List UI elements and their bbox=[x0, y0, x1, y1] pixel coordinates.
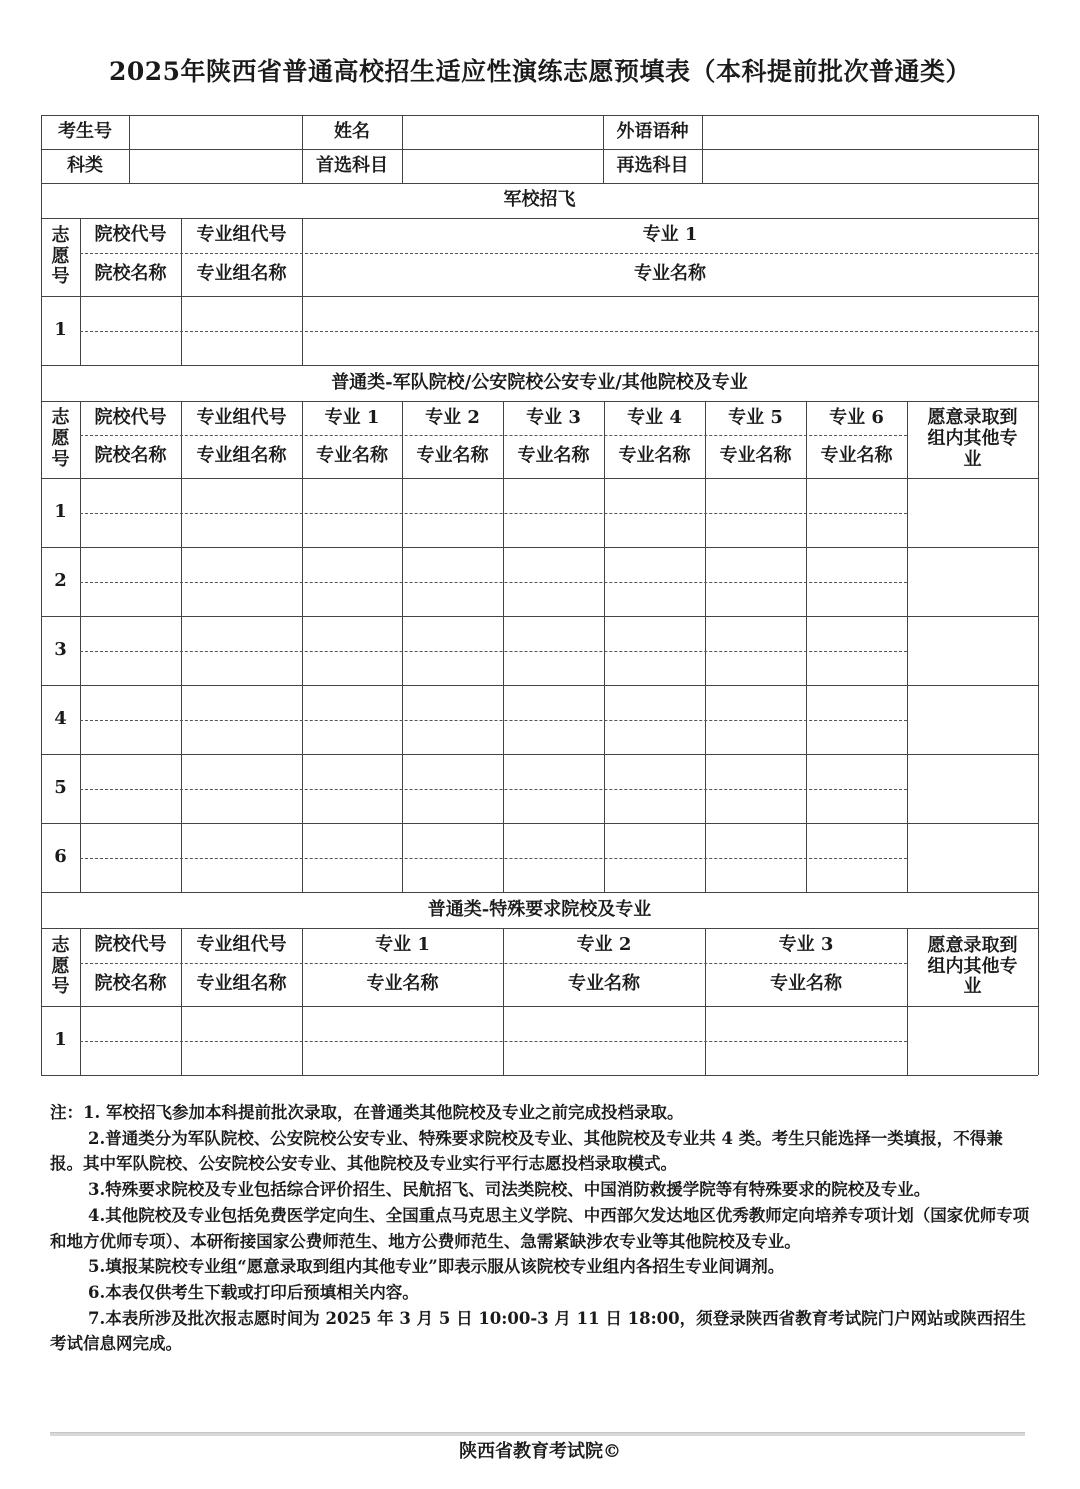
code-input[interactable] bbox=[183, 687, 300, 718]
name-input[interactable] bbox=[606, 515, 703, 545]
school-name-input[interactable] bbox=[82, 333, 179, 363]
code-input[interactable] bbox=[82, 825, 179, 856]
code-input[interactable] bbox=[606, 480, 703, 511]
code-input[interactable] bbox=[505, 756, 602, 787]
section-title-general: 普通类-军队院校/公安院校公安专业/其他院校及专业 bbox=[331, 371, 748, 393]
name-input[interactable] bbox=[304, 584, 400, 614]
major-name-header: 专业名称 bbox=[316, 445, 388, 467]
code-input[interactable] bbox=[82, 756, 179, 787]
grid-line bbox=[402, 115, 403, 183]
code-input[interactable] bbox=[606, 687, 703, 718]
school-code-header: 院校代号 bbox=[94, 406, 167, 428]
major-5-header: 专业 5 bbox=[728, 406, 783, 428]
foreign-language-field[interactable] bbox=[704, 117, 1036, 147]
major-name-header: 专业名称 bbox=[770, 973, 842, 995]
name-input[interactable] bbox=[808, 515, 905, 545]
major-3-header: 专业 3 bbox=[778, 934, 834, 956]
footer-copyright: 陕西省教育考试院© bbox=[459, 1441, 621, 1462]
major-2-header: 专业 2 bbox=[576, 934, 632, 956]
name-input[interactable] bbox=[304, 1043, 501, 1073]
name-label: 姓名 bbox=[334, 120, 370, 142]
major-1-header: 专业 1 bbox=[642, 224, 698, 246]
grid-line bbox=[41, 115, 1038, 116]
name-input[interactable] bbox=[606, 653, 703, 683]
major-name-header: 专业名称 bbox=[634, 263, 706, 285]
wish-no-header-char: 志 bbox=[51, 934, 70, 956]
name-input[interactable] bbox=[505, 1043, 703, 1073]
code-input[interactable] bbox=[304, 618, 400, 649]
wish-row-number: 4 bbox=[54, 708, 67, 730]
name-input[interactable] bbox=[82, 584, 179, 614]
name-input[interactable] bbox=[404, 860, 501, 890]
first-subject-label: 首选科目 bbox=[316, 154, 388, 176]
code-input[interactable] bbox=[304, 687, 400, 718]
code-input[interactable] bbox=[404, 480, 501, 511]
group-name-header: 专业组名称 bbox=[196, 445, 287, 467]
code-input[interactable] bbox=[505, 618, 602, 649]
dashed-divider bbox=[80, 720, 907, 721]
code-input[interactable] bbox=[808, 549, 905, 580]
name-input[interactable] bbox=[82, 860, 179, 890]
adjust-willing-input[interactable] bbox=[909, 825, 1036, 890]
name-input[interactable] bbox=[82, 722, 179, 752]
name-input[interactable] bbox=[505, 515, 602, 545]
school-name-header: 院校名称 bbox=[94, 445, 167, 467]
adjust-willing-header bbox=[907, 928, 1038, 1006]
grid-line bbox=[41, 478, 1038, 479]
code-input[interactable] bbox=[82, 480, 179, 511]
note-1: 注：1. 军校招飞参加本科提前批次录取，在普通类其他院校及专业之前完成投档录取。 bbox=[50, 1103, 684, 1122]
major-1-header: 专业 1 bbox=[375, 934, 430, 956]
adjust-willing-header-char: 愿意录取到 bbox=[927, 407, 1018, 429]
note-7: 7.本表所涉及批次报志愿时间为 2025 年 3 月 5 日 10:00-3 月 11 日 18:00，须登录陕西省教育考试院门户网站或陕西招生考试信息网完成。 bbox=[50, 1308, 1027, 1354]
code-input[interactable] bbox=[183, 618, 300, 649]
adjust-willing-input[interactable] bbox=[909, 480, 1036, 545]
major-name-header: 专业名称 bbox=[719, 445, 792, 467]
name-input[interactable] bbox=[808, 653, 905, 683]
dashed-divider bbox=[80, 1041, 907, 1042]
category-label: 科类 bbox=[67, 154, 103, 176]
code-input[interactable] bbox=[707, 618, 804, 649]
exam-no-field[interactable] bbox=[131, 117, 300, 147]
code-input[interactable] bbox=[606, 549, 703, 580]
name-input[interactable] bbox=[606, 860, 703, 890]
name-input[interactable] bbox=[606, 584, 703, 614]
section-title-special: 普通类-特殊要求院校及专业 bbox=[427, 899, 652, 921]
name-input[interactable] bbox=[183, 860, 300, 890]
code-input[interactable] bbox=[82, 549, 179, 580]
name-input[interactable] bbox=[606, 791, 703, 821]
code-input[interactable] bbox=[404, 618, 501, 649]
code-input[interactable] bbox=[707, 825, 804, 856]
grid-line bbox=[129, 115, 130, 183]
name-input[interactable] bbox=[304, 791, 400, 821]
name-input[interactable] bbox=[505, 722, 602, 752]
code-input[interactable] bbox=[183, 549, 300, 580]
code-input[interactable] bbox=[808, 756, 905, 787]
code-input[interactable] bbox=[404, 825, 501, 856]
code-input[interactable] bbox=[82, 618, 179, 649]
first-subject-field[interactable] bbox=[404, 151, 601, 181]
grid-line bbox=[1038, 893, 1039, 1075]
dashed-divider bbox=[80, 331, 1038, 332]
note-2: 2.普通类分为军队院校、公安院校公安专业、特殊要求院校及专业、其他院校及专业共 4 类。考生只能选择一类填报，不得兼报。其中军队院校、公安院校公安专业、其他院校及专业实行平行志愿投档录取模式。 bbox=[50, 1128, 1003, 1174]
code-input[interactable] bbox=[183, 825, 300, 856]
code-input[interactable] bbox=[505, 1008, 703, 1039]
adjust-willing-input[interactable] bbox=[909, 549, 1036, 614]
wish-no-header bbox=[41, 928, 80, 1006]
grid-line bbox=[1038, 365, 1039, 893]
code-input[interactable] bbox=[183, 1008, 300, 1039]
name-input[interactable] bbox=[404, 515, 501, 545]
group-code-header: 专业组代号 bbox=[196, 224, 287, 246]
exam-no-label: 考生号 bbox=[58, 120, 112, 142]
wish-no-header bbox=[41, 401, 80, 478]
code-input[interactable] bbox=[82, 687, 179, 718]
major-3-header: 专业 3 bbox=[526, 406, 581, 428]
wish-no-header-char: 志 bbox=[51, 224, 70, 246]
wish-row-number: 1 bbox=[54, 319, 67, 341]
wish-no-header bbox=[41, 218, 80, 296]
second-subject-field[interactable] bbox=[704, 151, 1036, 181]
dashed-divider bbox=[80, 582, 907, 583]
adjust-willing-input[interactable] bbox=[909, 687, 1036, 752]
name-input[interactable] bbox=[304, 860, 400, 890]
major-name-header: 专业名称 bbox=[568, 973, 640, 995]
name-input[interactable] bbox=[304, 653, 400, 683]
code-input[interactable] bbox=[808, 480, 905, 511]
grid-line bbox=[41, 685, 1038, 686]
code-input[interactable] bbox=[505, 825, 602, 856]
name-input[interactable] bbox=[82, 515, 179, 545]
dashed-divider bbox=[80, 513, 907, 514]
code-input[interactable] bbox=[82, 1008, 179, 1039]
grid-line bbox=[41, 1075, 1038, 1076]
code-input[interactable] bbox=[505, 480, 602, 511]
name-input[interactable] bbox=[707, 722, 804, 752]
code-input[interactable] bbox=[404, 687, 501, 718]
name-input[interactable] bbox=[505, 653, 602, 683]
category-field[interactable] bbox=[131, 151, 300, 181]
name-input[interactable] bbox=[707, 653, 804, 683]
group-name-input[interactable] bbox=[183, 333, 300, 363]
code-input[interactable] bbox=[808, 618, 905, 649]
name-input[interactable] bbox=[82, 791, 179, 821]
grid-line bbox=[1038, 183, 1039, 365]
note-4: 4.其他院校及专业包括免费医学定向生、全国重点马克思主义学院、中西部欠发达地区优秀教师定向培养专项计划（国家优师专项和地方优师专项）、本研衔接国家公费师范生、地方公费师范生、急需紧缺涉农专业等其他院校及专业。 bbox=[50, 1205, 1030, 1251]
name-input[interactable] bbox=[183, 653, 300, 683]
name-input[interactable] bbox=[82, 653, 179, 683]
major-name-header: 专业名称 bbox=[366, 973, 439, 995]
dashed-divider bbox=[80, 789, 907, 790]
notes-section bbox=[50, 1100, 1030, 1357]
name-input[interactable] bbox=[707, 515, 804, 545]
code-input[interactable] bbox=[707, 756, 804, 787]
adjust-willing-input[interactable] bbox=[909, 756, 1036, 821]
wish-no-header-char: 愿 bbox=[51, 428, 70, 450]
section-title-military-pilot: 军校招飞 bbox=[503, 189, 576, 211]
wish-row-number: 6 bbox=[54, 846, 67, 868]
wish-no-header-char: 号 bbox=[51, 976, 70, 998]
code-input[interactable] bbox=[304, 756, 400, 787]
wish-no-header-char: 愿 bbox=[51, 245, 70, 267]
code-input[interactable] bbox=[404, 549, 501, 580]
code-input[interactable] bbox=[183, 480, 300, 511]
code-input[interactable] bbox=[707, 549, 804, 580]
wish-row-number: 1 bbox=[54, 1029, 67, 1051]
page-title: 2025年陕西省普通高校招生适应性演练志愿预填表（本科提前批次普通类） bbox=[108, 57, 972, 86]
code-input[interactable] bbox=[707, 1008, 905, 1039]
dashed-divider bbox=[80, 858, 907, 859]
major-name-header: 专业名称 bbox=[820, 445, 893, 467]
code-input[interactable] bbox=[707, 687, 804, 718]
code-input[interactable] bbox=[404, 756, 501, 787]
wish-row-number: 2 bbox=[54, 570, 67, 592]
code-input[interactable] bbox=[606, 618, 703, 649]
group-code-header: 专业组代号 bbox=[196, 406, 287, 428]
grid-line bbox=[702, 115, 703, 183]
code-input[interactable] bbox=[505, 549, 602, 580]
adjust-willing-header-char: 业 bbox=[963, 976, 982, 998]
group-name-header: 专业组名称 bbox=[196, 973, 287, 995]
school-name-header: 院校名称 bbox=[94, 263, 167, 285]
group-code-header: 专业组代号 bbox=[196, 934, 287, 956]
footer-divider bbox=[50, 1432, 1025, 1436]
major-2-header: 专业 2 bbox=[425, 406, 480, 428]
adjust-willing-header bbox=[907, 401, 1038, 478]
grid-line bbox=[41, 823, 1038, 824]
adjust-willing-header-char: 业 bbox=[963, 448, 982, 470]
wish-no-header-char: 号 bbox=[51, 266, 70, 288]
adjust-willing-header-char: 组内其他专 bbox=[927, 428, 1018, 450]
adjust-willing-input[interactable] bbox=[909, 618, 1036, 683]
grid-line bbox=[41, 149, 1038, 150]
wish-row-number: 3 bbox=[54, 639, 67, 661]
name-field[interactable] bbox=[404, 117, 601, 147]
group-code-input[interactable] bbox=[183, 298, 300, 329]
name-input[interactable] bbox=[707, 584, 804, 614]
code-input[interactable] bbox=[808, 687, 905, 718]
code-input[interactable] bbox=[505, 687, 602, 718]
major-6-header: 专业 6 bbox=[829, 406, 884, 428]
name-input[interactable] bbox=[808, 722, 905, 752]
major-4-header: 专业 4 bbox=[627, 406, 682, 428]
grid-line bbox=[41, 1006, 1038, 1007]
code-input[interactable] bbox=[304, 549, 400, 580]
code-input[interactable] bbox=[606, 756, 703, 787]
foreign-language-label: 外语语种 bbox=[616, 120, 689, 142]
dashed-divider bbox=[80, 651, 907, 652]
name-input[interactable] bbox=[707, 791, 804, 821]
name-input[interactable] bbox=[183, 722, 300, 752]
wish-row-number: 5 bbox=[54, 777, 67, 799]
name-input[interactable] bbox=[304, 722, 400, 752]
grid-line bbox=[1038, 115, 1039, 183]
code-input[interactable] bbox=[183, 756, 300, 787]
name-input[interactable] bbox=[808, 860, 905, 890]
group-name-header: 专业组名称 bbox=[196, 263, 287, 285]
name-input[interactable] bbox=[505, 584, 602, 614]
second-subject-label: 再选科目 bbox=[616, 154, 689, 176]
adjust-willing-header-char: 愿意录取到 bbox=[927, 934, 1018, 956]
code-input[interactable] bbox=[606, 825, 703, 856]
name-input[interactable] bbox=[404, 653, 501, 683]
code-input[interactable] bbox=[304, 825, 400, 856]
major-code-input[interactable] bbox=[304, 298, 1036, 329]
name-input[interactable] bbox=[404, 584, 501, 614]
name-input[interactable] bbox=[183, 515, 300, 545]
wish-no-header-char: 愿 bbox=[51, 955, 70, 977]
name-input[interactable] bbox=[82, 1043, 179, 1073]
name-input[interactable] bbox=[183, 791, 300, 821]
wish-row-number: 1 bbox=[54, 501, 67, 523]
code-input[interactable] bbox=[304, 480, 400, 511]
school-code-header: 院校代号 bbox=[94, 934, 167, 956]
name-input[interactable] bbox=[808, 791, 905, 821]
major-name-header: 专业名称 bbox=[416, 445, 489, 467]
wish-no-header-char: 志 bbox=[51, 407, 70, 429]
note-3: 3.特殊要求院校及专业包括综合评价招生、民航招飞、司法类院校、中国消防救援学院等有特殊要求的院校及专业。 bbox=[88, 1180, 931, 1200]
major-1-header: 专业 1 bbox=[324, 406, 380, 428]
major-name-header: 专业名称 bbox=[517, 445, 590, 467]
school-name-header: 院校名称 bbox=[94, 973, 167, 995]
code-input[interactable] bbox=[707, 480, 804, 511]
name-input[interactable] bbox=[505, 791, 602, 821]
major-name-input[interactable] bbox=[304, 333, 1036, 363]
name-input[interactable] bbox=[183, 1043, 300, 1073]
name-input[interactable] bbox=[404, 791, 501, 821]
major-name-header: 专业名称 bbox=[618, 445, 691, 467]
name-input[interactable] bbox=[808, 584, 905, 614]
code-input[interactable] bbox=[304, 1008, 501, 1039]
grid-line bbox=[41, 616, 1038, 617]
code-input[interactable] bbox=[808, 825, 905, 856]
adjust-willing-input[interactable] bbox=[909, 1008, 1036, 1073]
name-input[interactable] bbox=[404, 722, 501, 752]
school-code-header: 院校代号 bbox=[94, 224, 167, 246]
school-code-input[interactable] bbox=[82, 298, 179, 329]
name-input[interactable] bbox=[505, 860, 602, 890]
note-6: 6.本表仅供考生下载或打印后预填相关内容。 bbox=[88, 1282, 419, 1302]
name-input[interactable] bbox=[707, 860, 804, 890]
grid-line bbox=[41, 296, 1038, 297]
name-input[interactable] bbox=[606, 722, 703, 752]
grid-line bbox=[41, 754, 1038, 755]
name-input[interactable] bbox=[183, 584, 300, 614]
grid-line bbox=[41, 547, 1038, 548]
adjust-willing-header-char: 组内其他专 bbox=[927, 955, 1018, 977]
name-input[interactable] bbox=[304, 515, 400, 545]
wish-no-header-char: 号 bbox=[51, 448, 70, 470]
name-input[interactable] bbox=[707, 1043, 905, 1073]
note-5: 5.填报某院校专业组“愿意录取到组内其他专业”即表示服从该院校专业组内各招生专业间调剂。 bbox=[88, 1257, 785, 1277]
